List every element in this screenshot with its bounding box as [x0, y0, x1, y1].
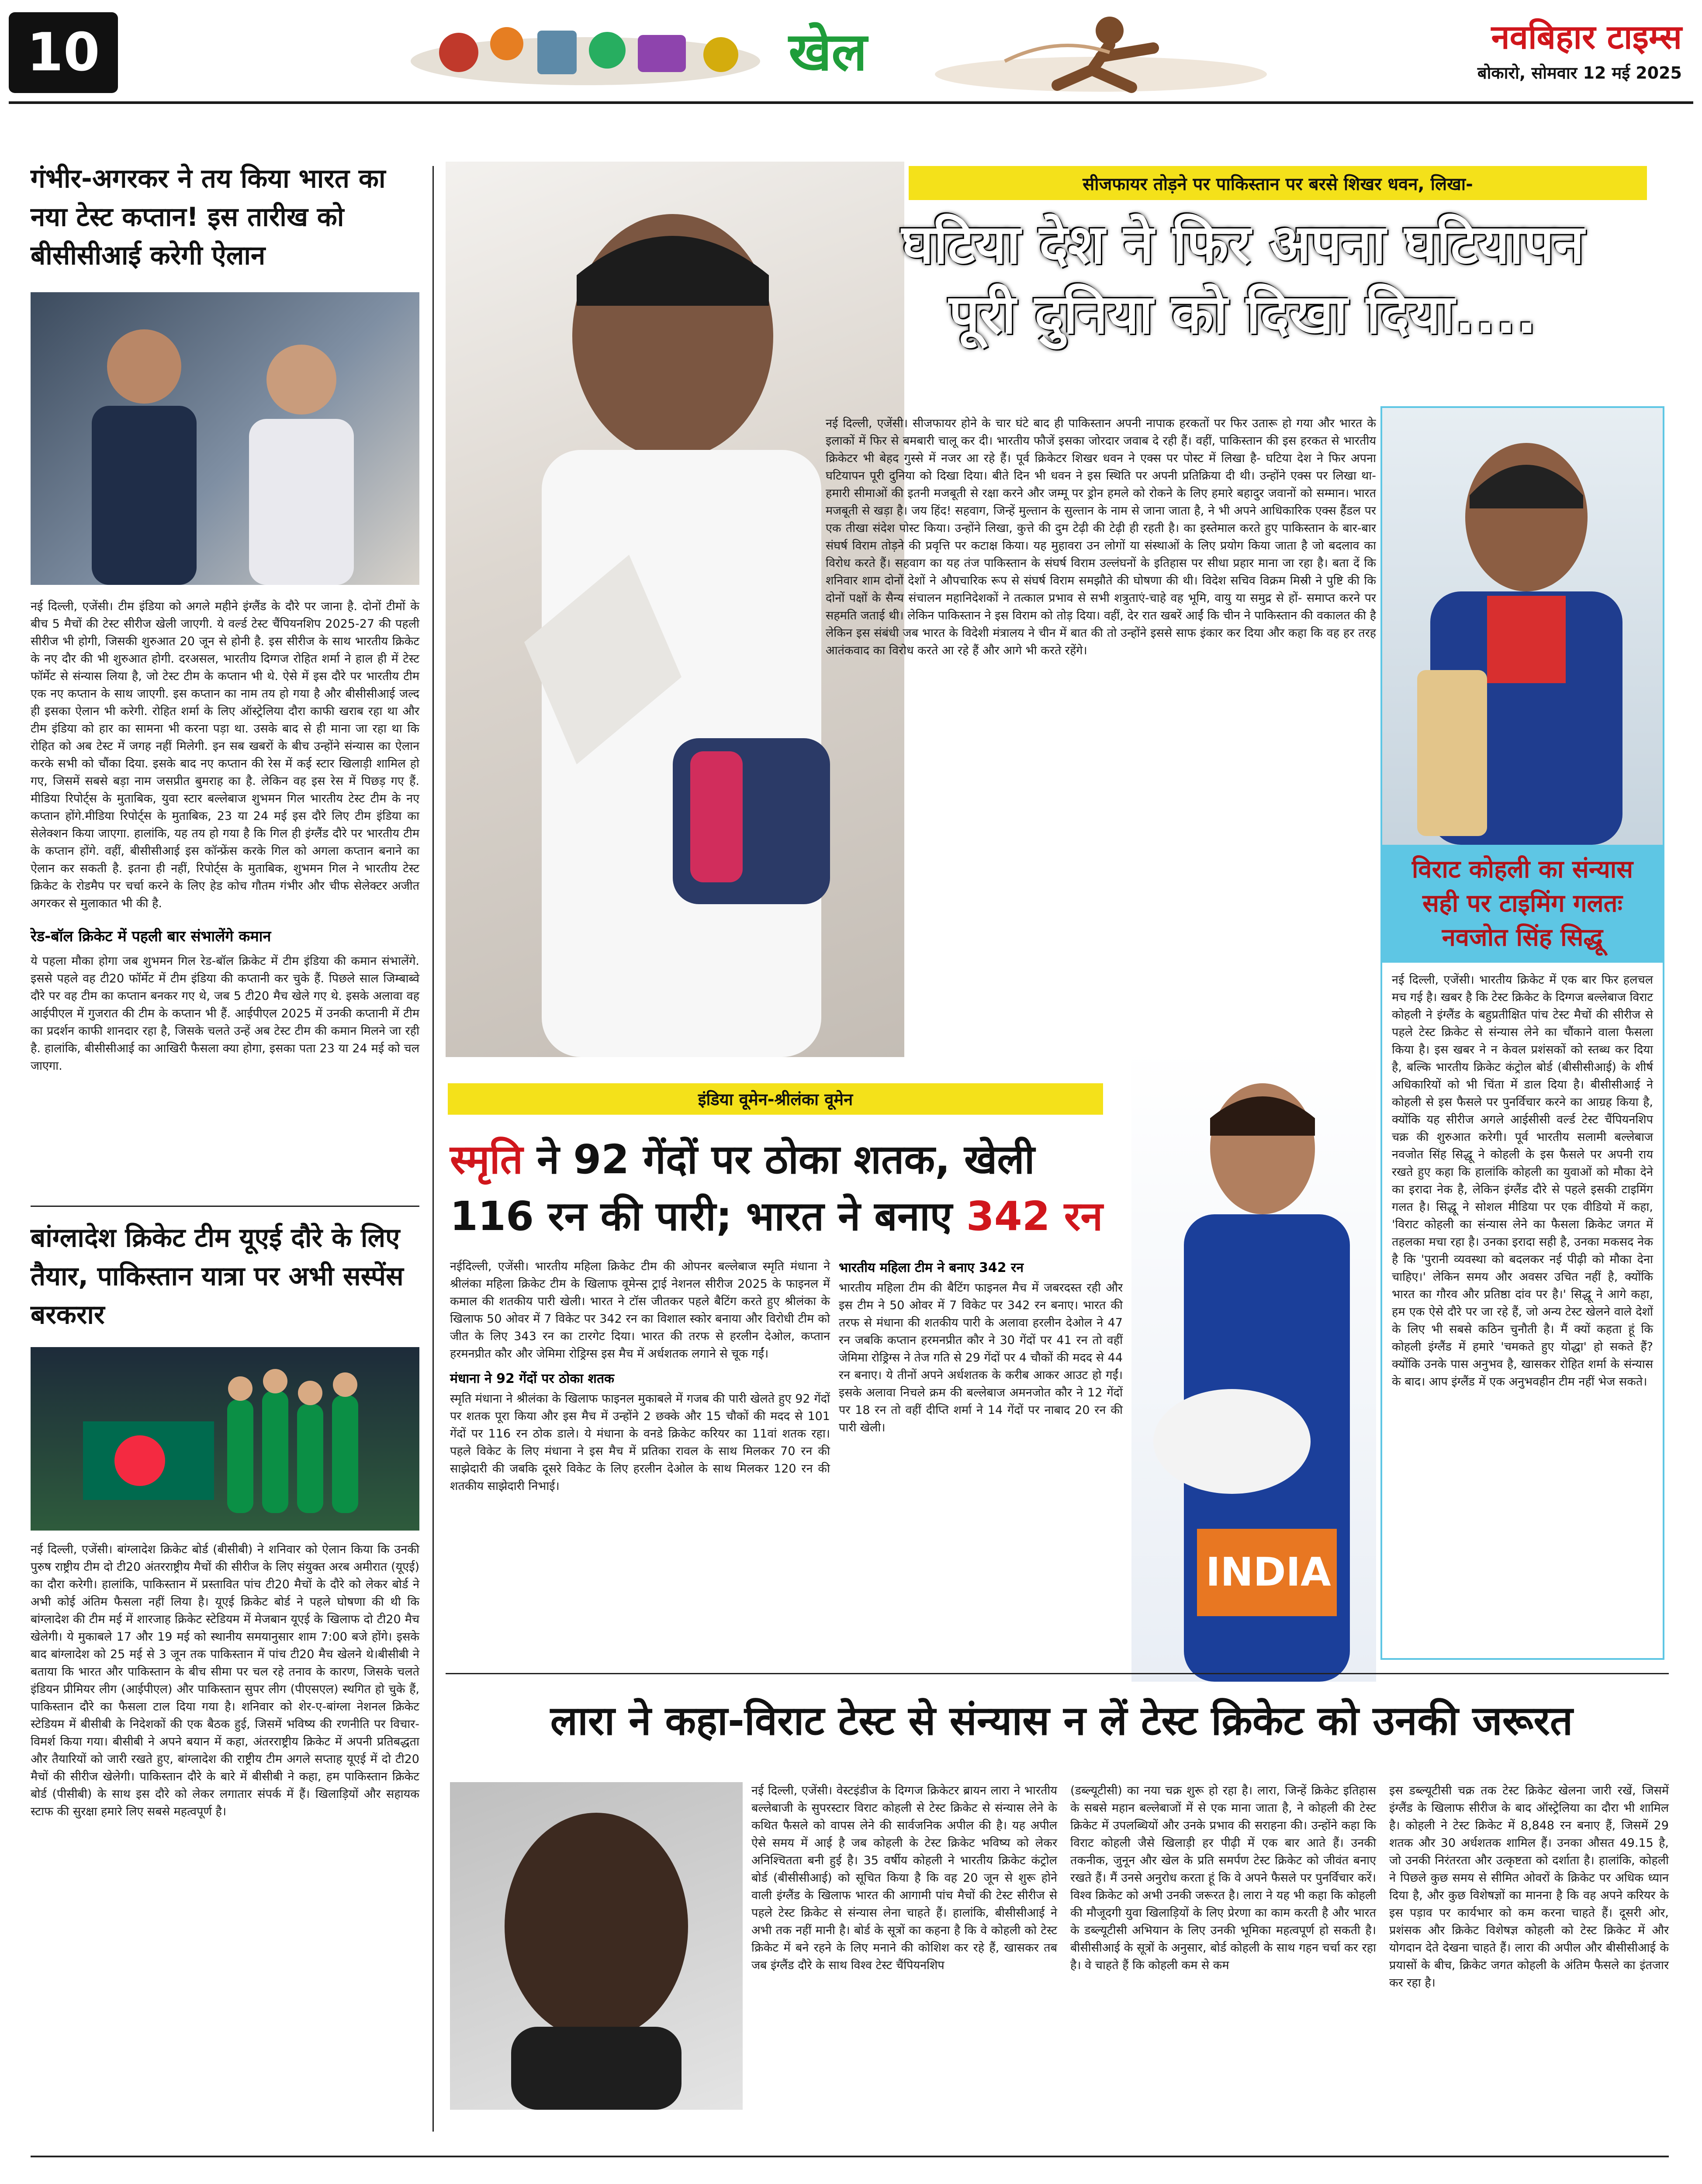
smriti-headline-line1 [450, 1131, 1193, 1188]
smriti-col2 [839, 1258, 1123, 1437]
smriti-col1 [450, 1258, 830, 1495]
dhawan-body: नई दिल्ली, एजेंसी। सीजफायर होने के चार घंटे बाद ही पाकिस्तान अपनी नापाक हरकतों पर फिर उतारू हो गया और भारत के इलाकों में फिर से बमबारी चालू कर दी। भारतीय फौजें इसका जोरदार जवाब दे रही हैं। वहीं, पाकिस्तान की इस हरकत से भारतीय क्रिकेटर भी बेहद गुस्से में नजर आ रहे हैं। पूर्व क्रिकेटर शिखर धवन ने एक्स पर पोस्ट में लिखा है- घटिया देश ने फिर अपना घटियापन पूरी दुनिया को दिखा दिया। बीते दिन भी धवन ने इस स्थिति पर अपनी प्रतिक्रिया दी थी। उन्होंने एक्स पर लिखा था- हमारी सीमाओं की इतनी मजबूती से रक्षा करने और जम्मू पर ड्रोन हमले को रोकने के लिए हमारे बहादुर जवानों को सम्मान। भारत मजबूती से खड़ा है। जय हिंद! सहवाग, जिन्हें मुल्तान के सुल्तान के नाम से जाना जाता है, ने भी अपने आधिकारिक एक्स हैंडल पर एक तीखा संदेश पोस्ट किया। उन्होंने लिखा, कुत्ते की दुम टेढ़ी की टेढ़ी ही रहती है। का इस्तेमाल करते हुए पाकिस्तान के बार-बार संघर्ष विराम तोड़ने की प्रवृत्ति पर कटाक्ष किया। यह मुहावरा उन लोगों या संस्थाओं के लिए प्रयोग किया जाता है जो बदलाव का विरोध करते हैं। सहवाग का यह तंज पाकिस्तान के संघर्ष विराम उल्लंघनों के इतिहास पर सीधा प्रहार माना जा रहा है। बता दें कि शनिवार शाम दोनों देशों ने औपचारिक रूप से संघर्ष विराम समझौते की घोषणा की थी। विदेश सचिव विक्रम मिस्री ने पुष्टि की कि दोनों पक्षों के सैन्य संचालन महानिदेशकों ने तत्काल प्रभाव से सभी शत्रुताएं-चाहे वह भूमि, वायु या समुद्र से हों- समाप्त करने पर सहमति जताई थी। लेकिन पाकिस्तान ने इस विराम को तोड़ दिया। वहीं, देर रात खबरें आईं कि चीन ने पाकिस्तान की वकालत की है लेकिन इस संबंधी जब भारत के विदेशी मंत्रालय ने चीन में बात की तो उन्होंने इससे साफ इंकार कर दिया और कहा कि वह हर तरह आतंकवाद का विरोध करते आ रहे हैं और आगे भी करते रहेंगे। [826, 417, 1376, 657]
gambhir-article [31, 159, 419, 1075]
smriti-body-1: नईदिल्ली, एजेंसी। भारतीय महिला क्रिकेट टीम की ओपनर बल्लेबाज स्मृति मंधाना ने श्रीलंका महिला क्रिकेट टीम के खिलाफ वूमेन्स ट्राई नेशनल सीरीज 2025 के फाइनल में कमाल की शतकीय पारी खेली। भारत ने टॉस जीतकर पहले बैटिंग करते हुए श्रीलंका के खिलाफ 50 ओवर में 7 विकेट पर 342 रन का विशाल स्कोर बनाया और विरोधी टीम को जीत के लिए 343 रन का टारगेट दिया। भारत की तरफ से हरलीन देओल, कप्तान हरमनप्रीत कौर और जेमिमा रोड्रिग्स इस मैच में अर्धशतक लगाने से चूक गईं। [450, 1260, 830, 1361]
page-number-badge [9, 12, 118, 93]
left-column-divider [31, 1206, 419, 1207]
cowper-top-rule [31, 2156, 1669, 2157]
bangladesh-article [31, 1219, 419, 1821]
lara-col1: नई दिल्ली, एजेंसी। वेस्टइंडीज के दिग्गज क्रिकेटर ब्रायन लारा ने भारतीय बल्लेबाजी के सुपरस्टार विराट कोहली से टेस्ट क्रिकेट से संन्यास लेने के कथित फैसले को वापस लेने की सार्वजनिक अपील की है। यह अपील ऐसे समय में आई है जब कोहली के टेस्ट क्रिकेट भविष्य को लेकर अनिश्चितता बनी हुई है। 35 वर्षीय कोहली ने भारतीय क्रिकेट कंट्रोल बोर्ड (बीसीसीआई) को सूचित किया है कि वह 20 जून से शुरू होने वाली इंग्लैंड के खिलाफ भारत की आगामी पांच मैचों की टेस्ट सीरीज से पहले टेस्ट क्रिकेट से संन्यास लेना चाहते हैं। हालांकि, बीसीसीआई ने अभी तक नहीं मानी है। बोर्ड के सूत्रों का कहना है कि वे कोहली को टेस्ट क्रिकेट में बने रहने के लिए मनाने की कोशिश कर रहे हैं, खासकर तब जब इंग्लैंड दौरे के साथ विश्व टेस्ट चैंपियनशिप [751, 1784, 1057, 1972]
smriti-headline-rest: ने 92 गेंदों पर ठोका शतक, खेली [523, 1136, 1035, 1183]
dateline: बोकारो, सोमवार 12 मई 2025 [1477, 63, 1682, 83]
smriti-headline-runs: 342 रन [966, 1193, 1103, 1240]
kohli-headline: विराट कोहली का संन्यास सही पर टाइमिंग गलतः नवजोत सिंह सिद्धू [1411, 855, 1633, 952]
smriti-headline [450, 1131, 1193, 1245]
lara-col3: इस डब्ल्यूटीसी चक्र तक टेस्ट क्रिकेट खेलना जारी रखें, जिसमें इंग्लैंड के खिलाफ सीरीज के बाद ऑस्ट्रेलिया का दौरा भी शामिल है। कोहली ने टेस्ट क्रिकेट में 8,848 रन बनाए हैं, जिसमें 29 शतक और 30 अर्धशतक शामिल हैं। उनका औसत 49.15 है, जो उनकी निरंतरता और उत्कृष्टता को दर्शाता है। हालांकि, कोहली ने पिछले कुछ समय से सीमित ओवरों के क्रिकेट पर अधिक ध्यान दिया है, और कुछ विशेषज्ञों का मानना है कि वह अपने करियर के इस पड़ाव पर कार्यभार को कम करना चाहते हैं। दूसरी ओर, प्रशंसक और क्रिकेट विशेषज्ञ कोहली को टेस्ट क्रिकेट में और योगदान देते देखना चाहते हैं। लारा की अपील और बीसीसीआई के प्रयासों के बीच, क्रिकेट जगत कोहली के अंतिम फैसले का इंतजार कर रहा है। [1389, 1784, 1669, 1990]
smriti-photo [1131, 1048, 1376, 1682]
kohli-headline-banner [1382, 845, 1663, 963]
lara-col2: (डब्ल्यूटीसी) का नया चक्र शुरू हो रहा है। लारा, जिन्हें क्रिकेट इतिहास के सबसे महान बल्लेबाजों में से एक माना जाता है, ने कोहली की टेस्ट क्रिकेट में उपलब्धियों और उनके प्रभाव की सराहना की। उन्होंने कहा कि विराट कोहली जैसे खिलाड़ी हर पीढ़ी में एक बार आते हैं। उनकी तकनीक, जुनून और खेल के प्रति समर्पण टेस्ट क्रिकेट को जीवंत बनाए रखते हैं। मैं उनसे अनुरोध करता हूं कि वे अपने फैसले पर पुनर्विचार करें। विश्व क्रिकेट को अभी उनकी जरूरत है। लारा ने यह भी कहा कि कोहली की मौजूदगी युवा खिलाड़ियों के लिए प्रेरणा का काम करती है और भारत के डब्ल्यूटीसी अभियान के लिए उनकी भूमिका महत्वपूर्ण हो सकती है। बीसीसीआई के सूत्रों के अनुसार, बोर्ड कोहली के साथ गहन चर्चा कर रहा है। वे चाहते हैं कि कोहली कम से कम [1070, 1784, 1376, 1972]
smriti-body-3: भारतीय महिला टीम की बैटिंग फाइनल मैच में जबरदस्त रही और इस टीम ने 50 ओवर में 7 विकेट पर 342 रन बनाए। भारत की तरफ से मंधाना की शतकीय पारी के अलावा हरलीन देओल ने 47 रन जबकि कप्तान हरमनप्रीत कौर ने 30 गेंदों पर 41 रन तो वहीं जेमिमा रोड्रिग्स ने तेज गति से 29 गेंदों पर 4 चौकों की मदद से 44 रन बनाए। ये तीनों अपने अर्धशतक के करीब आकर आउट हो गईं। इसके अलावा निचले क्रम की बल्लेबाज अमनजोत कौर ने 12 गेंदों पर 18 रन तो वहीं दीप्ति शर्मा ने 14 गेंदों पर नाबाद 20 रन की पारी खेली। [839, 1281, 1123, 1434]
sports-collage-icon [406, 13, 765, 90]
lara-top-rule [446, 1673, 1669, 1674]
bangladesh-headline: बांग्लादेश क्रिकेट टीम यूएई दौरे के लिए तैयार, पाकिस्तान यात्रा पर अभी सस्पेंस बरकरार [31, 1223, 404, 1330]
lara-silhouette-icon [450, 1782, 743, 2110]
kohli-article [1380, 406, 1664, 1660]
left-column-rule [432, 166, 434, 2132]
dhawan-headline-line1: घटिया देश ने फिर अपना घटियापन [901, 213, 1584, 276]
dhawan-headline-line2: पूरी दुनिया को दिखा दिया.... [948, 283, 1537, 346]
gambhir-body-2: ये पहला मौका होगा जब शुभमन गिल रेड-बॉल क्रिकेट में टीम इंडिया की कमान संभालेंगे. इससे पहले वह टी20 फॉर्मेट में टीम इंडिया की कप्तानी कर चुके हैं. पिछले साल जिम्बाब्वे दौरे पर वह टीम का कप्तान बनकर गए थे, जब 5 टी20 मैच खेले गए थे. इसके अलावा वह आईपीएल में गुजरात की टीम के कप्तान भी हैं. आईपीएल 2025 में उनकी कप्तानी में टीम का प्रदर्शन काफी शानदार रहा है, जिसके चलते उन्हें अब टेस्ट टीम की कमान मिलने जा रही है. हालांकि, बीसीसीआई का आखिरी फैसला क्या होगा, इसका पता 23 या 24 मई को चल जाएगा. [31, 954, 419, 1073]
kohli-photo [1382, 408, 1663, 845]
smriti-headline-highlight: स्मृति [450, 1136, 523, 1183]
masthead-rule [9, 101, 1693, 104]
sprinter-graphic [926, 9, 1276, 96]
sports-collage-graphic [406, 13, 765, 90]
lara-headline: लारा ने कहा-विराट टेस्ट से संन्यास न लें टेस्ट क्रिकेट को उनकी जरूरत [550, 1697, 1573, 1744]
team-celebration-icon [31, 1347, 419, 1531]
smriti-subhead-2: भारतीय महिला टीम ने बनाए 342 रन [839, 1260, 1024, 1275]
page-number: 10 [27, 22, 100, 83]
gambhir-agarkar-photo [31, 292, 419, 585]
gambhir-body: नई दिल्ली, एजेंसी। टीम इंडिया को अगले महीने इंग्लैंड के दौरे पर जाना है. दोनों टीमों के बीच 5 मैचों की टेस्ट सीरीज खेली जाएगी. ये वर्ल्ड टेस्ट चैंपियनशिप 2025-27 की पहली सीरीज भी होगी, जिसकी शुरुआत 20 जून से होनी है. इस सीरीज के साथ भारतीय क्रिकेट के नए दौर की भी शुरुआत होगी. दरअसल, भारतीय दिग्गज रोहित शर्मा ने हाल ही में टेस्ट फॉर्मेट से संन्यास लिया है, जो टेस्ट टीम के कप्तान भी थे. ऐसे में इस दौरे पर भारतीय टीम एक नए कप्तान के साथ जाएगी. इस कप्तान का नाम तय हो गया है और बीसीसीआई जल्द ही इसका ऐलान भी करेगी. रोहित शर्मा के लिए ऑस्ट्रेलिया दौरा काफी खराब रहा था और टीम इंडिया को हार का सामना भी करना पड़ा था. उसके बाद से ही माना जा रहा था कि रोहित को अब टेस्ट में जगह नहीं मिलेगी. इन सब खबरों के बीच उन्होंने संन्यास का ऐलान करके सभी को चौंका दिया. इसके बाद नए कप्तान की रेस में कई स्टार खिलाड़ी शामिल हो गए, जिसमें सबसे बड़ा नाम जसप्रीत बुमराह का है. लेकिन वह इस रेस में पिछड़ गए हैं. मीडिया रिपोर्ट्स के मुताबिक, युवा स्टार बल्लेबाज शुभमन गिल भारतीय टेस्ट टीम के नए कप्तान होंगे.मीडिया रिपोर्ट्स के मुताबिक, 23 या 24 मई इस दौरे लिए टीम इंडिया का सेलेक्शन किया जाएगा. हालांकि, यह तय हो गया है कि गिल ही इंग्लैंड दौरे पर भारतीय टीम के कप्तान होंगे. वहीं, बीसीसीआई इस कॉन्फ्रेंस करके गिल को अगला कप्तान बनाने का ऐलान कर सकती है. इतना ही नहीं, रिपोर्ट्स के मुताबिक, शुभमन गिल ने भारतीय टेस्ट क्रिकेट के रोडमैप पर चर्चा करने के लिए हेड कोच गौतम गंभीर और चीफ सेलेक्टर अजीत अगरकर से मुलाकात भी की है. [31, 600, 419, 910]
lara-photo [450, 1782, 743, 2110]
jersey-text: INDIA [1206, 1549, 1331, 1595]
section-title: खेल [789, 22, 867, 83]
bangladesh-body: नई दिल्ली, एजेंसी। बांग्लादेश क्रिकेट बोर्ड (बीसीबी) ने शनिवार को ऐलान किया कि उनकी पुरुष राष्ट्रीय टीम दो टी20 अंतरराष्ट्रीय मैचों की सीरीज के लिए संयुक्त अरब अमीरात (यूएई) का दौरा करेगी। हालांकि, पाकिस्तान में प्रस्तावित पांच टी20 मैचों के दौरे को लेकर बोर्ड ने अभी कोई अंतिम फैसला नहीं लिया है। यूएई क्रिकेट बोर्ड ने पहले घोषणा की थी कि बांग्लादेश की टीम मई में शारजाह क्रिकेट स्टेडियम में मेजबान यूएई के खिलाफ दो टी20 मैच खेलेगी। ये मुकाबले 17 और 19 मई को स्थानीय समयानुसार शाम 7:00 बजे होंगे। इसके बाद बांग्लादेश को 25 मई से 3 जून तक पाकिस्तान में पांच टी20 मैच खेलने थे।बीसीबी ने बताया कि भारत और पाकिस्तान के बीच सीमा पर चल रहे तनाव के कारण, जिसके चलते इंडियन प्रीमियर लीग (आईपीएल) और पाकिस्तान सुपर लीग (पीएसएल) स्थगित हो चुके हैं, पाकिस्तान दौरे का फैसला टाल दिया गया है। शनिवार को शेर-ए-बांग्ला नेशनल क्रिकेट स्टेडियम में बीसीबी के निदेशकों की एक बैठक हुई, जिसमें भविष्य की रणनीति पर विचार-विमर्श किया गया। बीसीबी ने अपने बयान में कहा, अंतरराष्ट्रीय क्रिकेट में अपनी प्रतिबद्धता और तैयारियों को जारी रखते हुए, बांग्लादेश की राष्ट्रीय टीम अगले सप्ताह यूएई में दो टी20 मैचों की सीरीज खेलेगी। पाकिस्तान दौरे के बारे में बीसीबी ने कहा, हम पाकिस्तान क्रिकेट बोर्ड (पीसीबी) के साथ इस दौरे को लेकर लगातार संपर्क में हैं। खिलाड़ियों और सहायक स्टाफ की सुरक्षा हमारे लिए सबसे महत्वपूर्ण है। [31, 1543, 419, 1818]
smriti-silhouette-icon [1131, 1048, 1376, 1682]
dhawan-kicker-text: सीजफायर तोड़ने पर पाकिस्तान पर बरसे शिखर धवन, लिखा- [1083, 174, 1473, 194]
paper-name: नवबिहार टाइम्स [1491, 17, 1682, 56]
gambhir-headline: गंभीर-अगरकर ने तय किया भारत का नया टेस्ट कप्तान! इस तारीख को बीसीसीआई करेगी ऐलान [31, 163, 386, 271]
smriti-headline-prefix: 116 रन की पारी; भारत ने बनाए [450, 1193, 966, 1240]
sprinter-icon [926, 9, 1276, 96]
gambhir-subhead: रेड-बॉल क्रिकेट में पहली बार संभालेंगे कमान [31, 928, 271, 945]
dhawan-headline [817, 210, 1669, 349]
smriti-kicker [448, 1083, 1103, 1115]
smriti-body-2: स्मृति मंधाना ने श्रीलंका के खिलाफ फाइनल मुकाबले में गजब की पारी खेलते हुए 92 गेंदों पर शतक पूरा किया और इस मैच में उन्होंने 2 छक्के और 15 चौकों की मदद से 101 गेंदों पर 116 रन ठोक डाले। ये मंधाना के वनडे क्रिकेट करियर का 11वां शतक रहा। पहले विकेट के लिए मंधाना ने इस मैच में प्रतिका रावल के साथ मिलकर 70 रन की साझेदारी की जबकि दूसरे विकेट के लिए हरलीन देओल के साथ मिलकर 120 रन की शतकीय साझेदारी निभाई। [450, 1392, 830, 1493]
smriti-subhead-1: मंधाना ने 92 गेंदों पर ठोका शतक [450, 1371, 615, 1386]
smriti-headline-line2 [450, 1188, 1193, 1245]
smriti-kicker-text: इंडिया वूमेन-श्रीलंका वूमेन [698, 1090, 853, 1109]
bangladesh-team-photo [31, 1347, 419, 1531]
dhawan-kicker [909, 166, 1647, 200]
kohli-silhouette-icon [1382, 408, 1663, 845]
coaches-silhouette-icon [31, 292, 419, 585]
kohli-body: नई दिल्ली, एजेंसी। भारतीय क्रिकेट में एक बार फिर हलचल मच गई है। खबर है कि टेस्ट क्रिकेट के दिग्गज बल्लेबाज विराट कोहली ने इंग्लैंड के बहुप्रतीक्षित पांच टेस्ट मैचों की सीरीज से पहले टेस्ट क्रिकेट से संन्यास लेने का चौंकाने वाला फैसला किया है। इस खबर ने न केवल प्रशंसकों को स्तब्ध कर दिया है, बल्कि भारतीय क्रिकेट कंट्रोल बोर्ड (बीसीसीआई) के शीर्ष अधिकारियों को भी चिंता में डाल दिया है। बीसीसीआई ने कोहली से इस फैसले पर पुनर्विचार करने का आग्रह किया है, क्योंकि यह सीरीज अगले आईसीसी वर्ल्ड टेस्ट चैंपियनशिप चक्र की शुरुआत करेगी। पूर्व भारतीय सलामी बल्लेबाज नवजोत सिंह सिद्धू ने कोहली के इस फैसले पर अपनी राय रखते हुए कहा कि हालांकि कोहली का युवाओं को मौका देने का इरादा नेक है, लेकिन इंग्लैंड दौरे से पहले इसकी टाइमिंग गलत है। सिद्धू ने सोशल मीडिया पर एक वीडियो में कहा, 'विराट कोहली का संन्यास लेने का फैसला क्रिकेट जगत में तहलका मचा रहा है। उनका इरादा सही है, उनका मकसद नेक है कि 'पुरानी व्यवस्था को बदलकर नई पीढ़ी को मौका देना चाहिए।' लेकिन समय और अवसर उचित नहीं है, क्योंकि भारत का गौरव और प्रतिष्ठा दांव पर है।' सिद्धू ने आगे कहा, हम एक ऐसे दौरे पर जा रहे हैं, जो अन्य टेस्ट खेलने वाले देशों के लिए भी सबसे कठिन चुनौती है। मैं क्यों कहता हूं कि कोहली इंग्लैंड में हमारे 'चमकते हुए योद्धा' हो सकते हैं? क्योंकि उनके पास अनुभव है, खासकर रोहित शर्मा के संन्यास के बाद। आप इंग्लैंड में एक अनुभवहीन टीम नहीं भेज सकते। [1392, 973, 1654, 1389]
